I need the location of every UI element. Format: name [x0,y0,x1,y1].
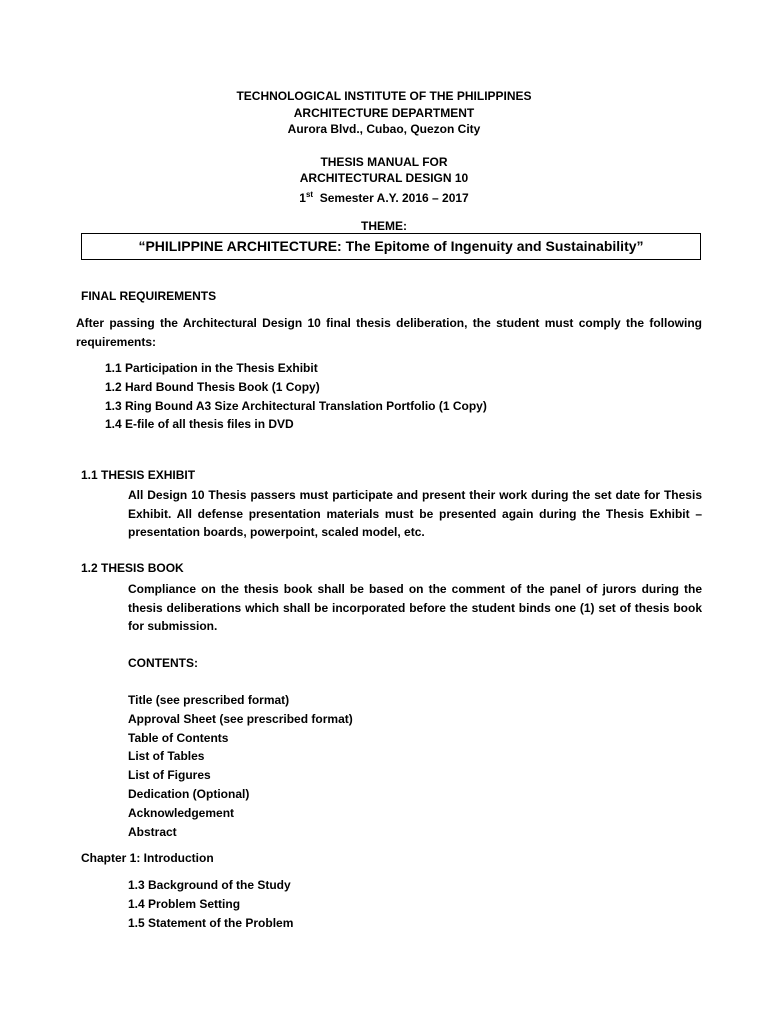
contents-list [128,691,353,841]
requirements-list [105,359,487,434]
list-item: List of Tables [128,749,205,764]
list-item: List of Figures [128,768,211,783]
list-item: 1.4 Problem Setting [128,896,241,911]
contents-label: CONTENTS: [128,656,198,670]
theme-box: “PHILIPPINE ARCHITECTURE: The Epitome of Ingenuity and Sustainability” [81,233,701,260]
list-item: 1.1 Participation in the Thesis Exhibit [105,361,318,375]
list-item: Title (see prescribed format) [128,693,290,707]
address: Aurora Blvd., Cubao, Quezon City [287,122,481,136]
chapter1-heading: Chapter 1: Introduction [81,851,214,865]
thesis-book-body: Compliance on the thesis book shall be based on the comment of the panel of jurors during the thesis deliberations which shall be incorporated before the student binds one (1) set of thesis book for submission. [128,582,702,633]
manual-title: THESIS MANUAL FOR [320,154,448,169]
semester-text: Semester A.Y. 2016 – 2017 [313,190,469,205]
final-requirements-intro: After passing the Architectural Design 10 final thesis deliberation, the student must comply the following requirements: [76,316,702,349]
list-item: 1.3 Background of the Study [128,878,291,892]
semester-line [0,187,768,207]
list-item: Table of Contents [128,730,229,745]
semester-number: 1 [299,190,306,205]
list-item: 1.4 E-file of all thesis files in DVD [105,417,294,432]
institution-name: TECHNOLOGICAL INSTITUTE OF THE PHILIPPINES [236,89,532,103]
list-item: Dedication (Optional) [128,786,250,801]
theme-label: THEME: [361,219,407,233]
thesis-exhibit-body: All Design 10 Thesis passers must participate and present their work during the set date for Thesis Exhibit. All defense presentation materials must be presented again during the Thesis Exhibit – presentation boards, powerpoint, scaled model, etc. [128,488,702,539]
final-requirements-heading: FINAL REQUIREMENTS [81,289,217,303]
list-item: 1.5 Statement of the Problem [128,915,294,930]
chapter1-list [128,876,293,932]
document-header [0,88,768,206]
thesis-book-heading: 1.2 THESIS BOOK [81,561,184,575]
list-item: Approval Sheet (see prescribed format) [128,711,353,726]
list-item: 1.2 Hard Bound Thesis Book (1 Copy) [105,379,320,394]
list-item: Abstract [128,824,177,839]
semester-superscript: st [305,189,314,199]
department-name: ARCHITECTURE DEPARTMENT [293,105,475,120]
list-item: Acknowledgement [128,805,235,820]
thesis-exhibit-heading: 1.1 THESIS EXHIBIT [81,468,196,482]
list-item: 1.3 Ring Bound A3 Size Architectural Translation Portfolio (1 Copy) [105,398,487,413]
course-name: ARCHITECTURAL DESIGN 10 [299,171,469,185]
